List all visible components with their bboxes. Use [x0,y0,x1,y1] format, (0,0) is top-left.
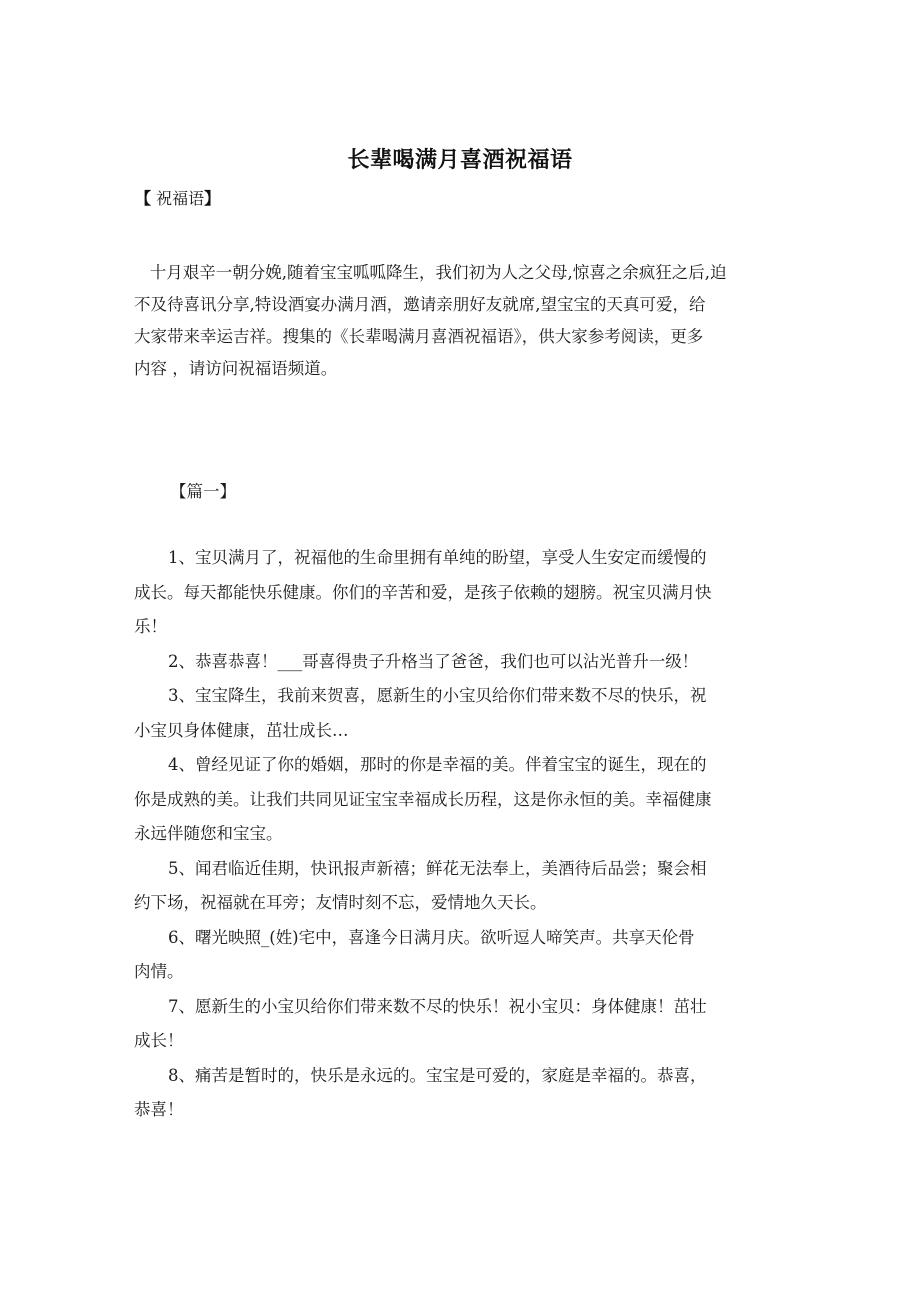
blessing-line: 7、愿新生的小宝贝给你们带来数不尽的快乐！祝小宝贝：身体健康！茁壮 [168,996,707,1016]
blessing-item [134,645,834,680]
intro-line: 十月艰辛一朝分娩,随着宝宝呱呱降生，我们初为人之父母,惊喜之余疯狂之后,迫 [134,263,727,282]
blessing-line: 5、闻君临近佳期，快讯报声新禧；鲜花无法奉上，美酒待后品尝；聚会相 [168,858,707,878]
blessing-line: 1、宝贝满月了，祝福他的生命里拥有单纯的盼望，享受人生安定而缓慢的 [168,548,707,567]
blessing-line: 约下场，祝福就在耳旁；友情时刻不忘，爱情地久天长。 [134,893,547,912]
blessing-line: 3、宝宝降生，我前来贺喜，愿新生的小宝贝给你们带来数不尽的快乐，祝 [168,686,707,705]
blessing-line: 乐！ [134,617,167,636]
blessing-line: 6、曙光映照_(姓)宅中，喜逢今日满月庆。欲听逗人啼笑声。共享天伦骨 [168,927,695,947]
blessing-line: 小宝贝身体健康，茁壮成长… [134,720,349,740]
blessing-list [134,541,834,1128]
blessing-line: 永远伴随您和宝宝。 [134,824,283,843]
blessing-item [134,921,834,990]
blessing-line: 成长。每天都能快乐健康。你们的辛苦和爱，是孩子依赖的翅膀。祝宝贝满月快 [134,582,712,602]
section-label-close-bracket: 】 [204,189,221,208]
section-label-text: 祝福语 [151,189,205,208]
blessing-item [134,748,834,852]
blessing-item [134,541,834,645]
blessing-item [134,679,834,748]
document-title: 长辈喝满月喜酒祝福语 [347,148,573,173]
blessing-line: 4、曾经见证了你的婚姻，那时的你是幸福的美。伴着宝宝的诞生，现在的 [168,755,707,774]
blessing-line: 8、痛苦是暂时的，快乐是永远的。宝宝是可爱的，家庭是幸福的。恭喜， [168,1065,707,1085]
blessing-line: 你是成熟的美。让我们共同见证宝宝幸福成长历程，这是你永恒的美。幸福健康 [134,789,712,809]
intro-paragraph [134,257,834,385]
intro-line: 不及待喜讯分享,特设酒宴办满月酒，邀请亲朋好友就席,望宝宝的天真可爱，给 [134,295,706,314]
blessing-line: 2、恭喜恭喜！___哥喜得贵子升格当了爸爸，我们也可以沾光普升一级！ [168,651,699,671]
blessing-item [134,990,834,1059]
intro-line: 内容 ，请访问祝福语频道。 [134,359,338,378]
blessing-item [134,1059,834,1128]
blessing-line: 成长！ [134,1031,184,1050]
chapter-heading: 【篇一】 [170,482,236,501]
intro-line: 大家带来幸运吉祥。搜集的《长辈喝满月喜酒祝福语》，供大家参考阅读，更多 [134,327,704,346]
blessing-line: 肉情。 [134,962,184,981]
section-label [135,186,220,209]
section-label-open-bracket: 【 [135,189,152,208]
blessing-line: 恭喜！ [134,1100,184,1119]
blessing-item [134,852,834,921]
